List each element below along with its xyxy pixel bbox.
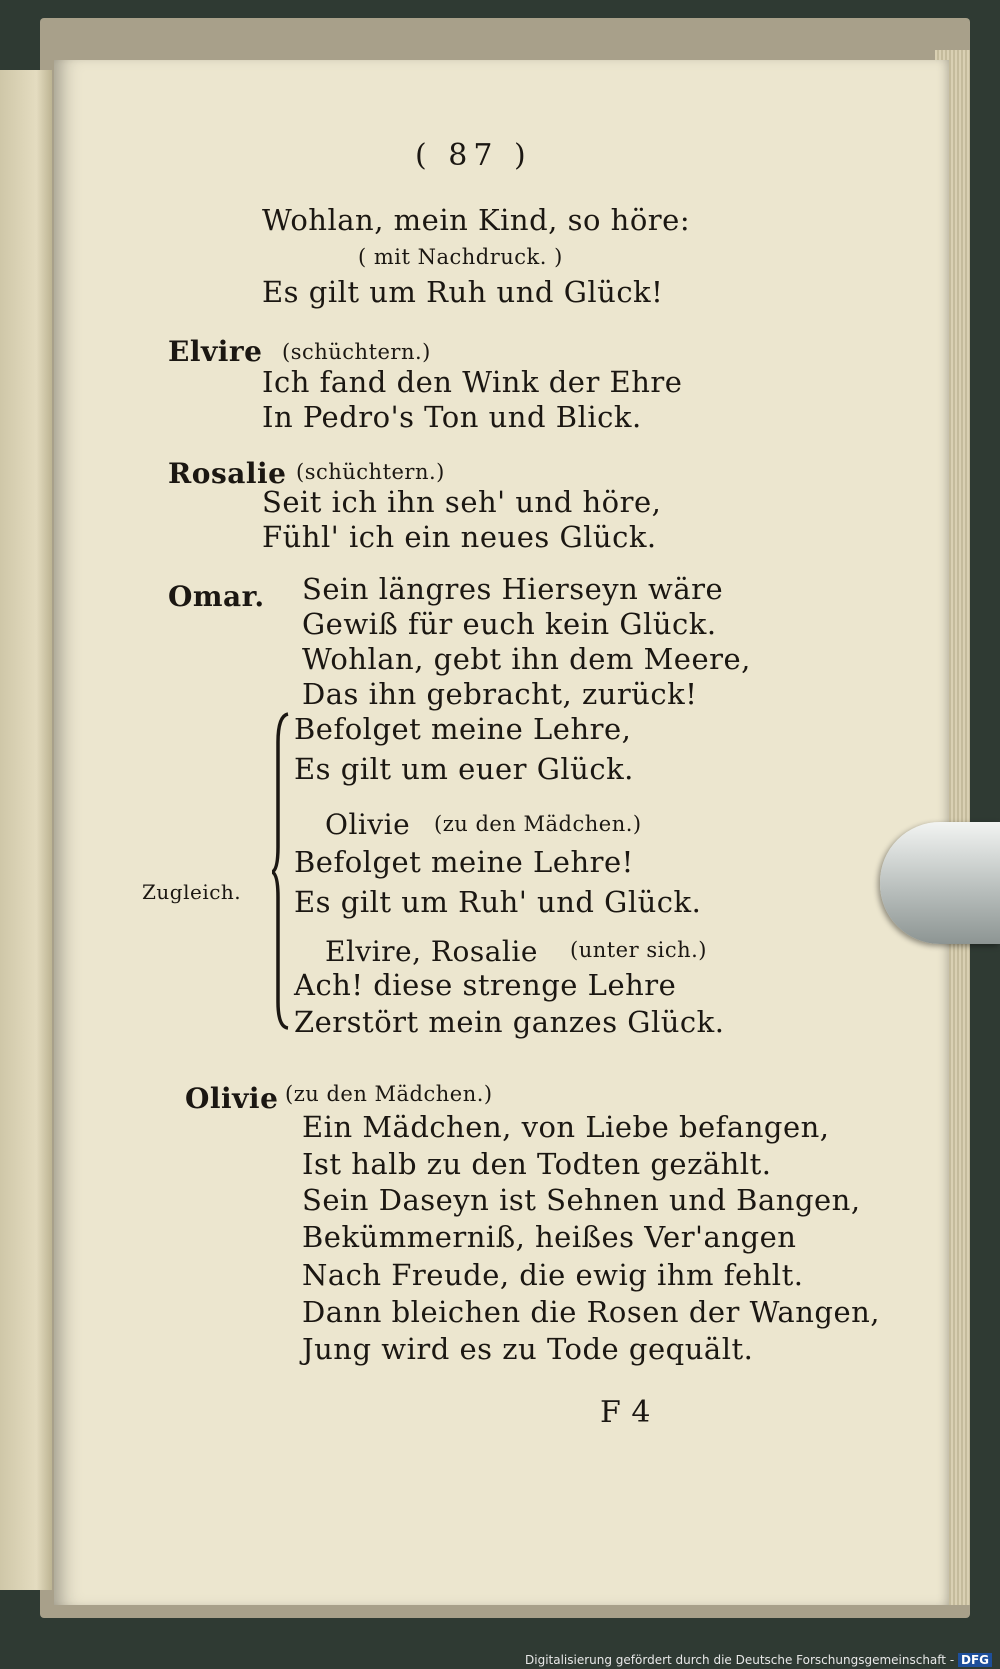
text-line: Bekümmerniß, heißes Ver'angen (302, 1220, 797, 1254)
speaker-name: Omar. (168, 580, 265, 613)
stage-direction: (schüchtern.) (296, 460, 445, 484)
speaker-name: Rosalie (168, 457, 287, 490)
text-line: Befolget meine Lehre! (294, 845, 634, 879)
stage-direction: (unter sich.) (570, 938, 707, 962)
text-line: Fühl' ich ein neues Glück. (262, 520, 657, 554)
speaker-name: Olivie (325, 808, 411, 841)
signature-mark: F 4 (600, 1395, 651, 1430)
text-line: Ich fand den Wink der Ehre (262, 365, 683, 399)
text-line: Sein längres Hierseyn wäre (302, 572, 724, 606)
text-line: In Pedro's Ton und Blick. (262, 400, 642, 434)
zugleich-label: Zugleich. (142, 880, 242, 904)
text-line: Das ihn gebracht, zurück! (302, 677, 698, 711)
text-line: Zerstört mein ganzes Glück. (294, 1005, 725, 1039)
page-clip (880, 822, 1000, 944)
stage-direction: (zu den Mädchen.) (285, 1082, 493, 1106)
text-line: Ach! diese strenge Lehre (294, 968, 677, 1002)
speaker-name: Elvire (168, 335, 263, 368)
text-line: Es gilt um euer Glück. (294, 752, 634, 786)
stage-direction: (schüchtern.) (282, 340, 431, 364)
stage-direction: (zu den Mädchen.) (434, 812, 642, 836)
text-line: Befolget meine Lehre, (294, 712, 632, 746)
text-line: Wohlan, gebt ihn dem Meere, (302, 642, 751, 676)
text-line: Sein Daseyn ist Sehnen und Bangen, (302, 1183, 861, 1217)
text-line: Ein Mädchen, von Liebe befangen, (302, 1110, 830, 1144)
credit-text: Digitalisierung gefördert durch die Deutsche Forschungsgemeinschaft - (525, 1653, 955, 1667)
speaker-name: Elvire, Rosalie (325, 935, 538, 968)
text-line: Ist halb zu den Todten gezählt. (302, 1147, 772, 1181)
stage-direction: ( mit Nachdruck. ) (358, 245, 563, 269)
text-line: Es gilt um Ruh und Glück! (262, 275, 664, 309)
text-line: Wohlan, mein Kind, so höre: (262, 203, 691, 237)
curly-brace (272, 712, 292, 1030)
page-number: ( 87 ) (415, 138, 532, 173)
text-line: Seit ich ihn seh' und höre, (262, 485, 662, 519)
footer-credit (525, 1653, 992, 1667)
text-line: Dann bleichen die Rosen der Wangen, (302, 1295, 881, 1329)
text-line: Gewiß für euch kein Glück. (302, 607, 717, 641)
dfg-logo: DFG (958, 1653, 992, 1667)
text-line: Es gilt um Ruh' und Glück. (294, 885, 702, 919)
speaker-name: Olivie (185, 1082, 279, 1115)
text-line: Jung wird es zu Tode gequält. (302, 1332, 754, 1366)
text-line: Nach Freude, die ewig ihm fehlt. (302, 1258, 804, 1292)
previous-page-edge (0, 70, 52, 1590)
